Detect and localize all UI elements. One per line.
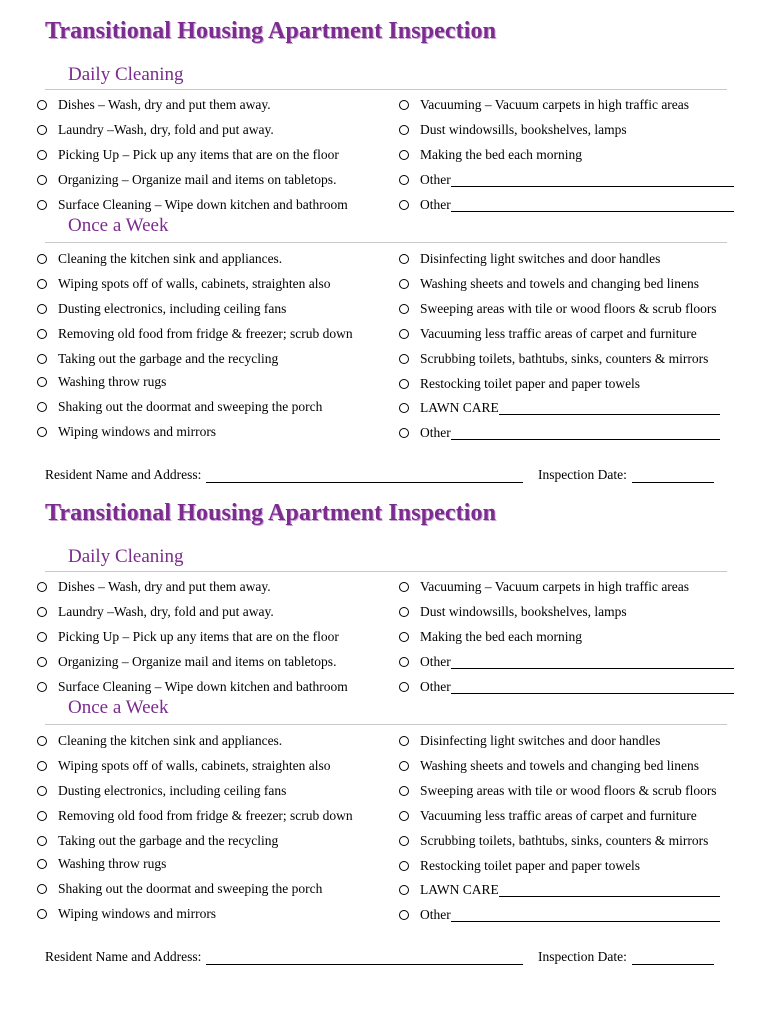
item-label: Restocking toilet paper and paper towels bbox=[420, 376, 641, 391]
item-label: Wiping spots off of walls, cabinets, straighten also bbox=[58, 758, 331, 773]
item-label: Taking out the garbage and the recycling bbox=[58, 833, 279, 848]
item-label: Shaking out the doormat and sweeping the porch bbox=[58, 399, 323, 414]
inspection-form bbox=[0, 0, 770, 482]
item-label: Dusting electronics, including ceiling fans bbox=[58, 783, 287, 798]
fill-in-line[interactable] bbox=[451, 680, 734, 694]
item-label: Other bbox=[420, 197, 451, 212]
divider bbox=[45, 89, 727, 90]
weekly-task-left[interactable] bbox=[37, 880, 322, 898]
circle-bullet-icon[interactable] bbox=[37, 254, 47, 264]
weekly-task-right[interactable] bbox=[399, 832, 708, 850]
circle-bullet-icon[interactable] bbox=[37, 125, 47, 135]
daily-task-left[interactable] bbox=[37, 196, 348, 214]
circle-bullet-icon[interactable] bbox=[399, 175, 409, 185]
item-label: Surface Cleaning – Wipe down kitchen and bathroom bbox=[58, 197, 348, 212]
circle-bullet-icon[interactable] bbox=[37, 736, 47, 746]
daily-task-left[interactable] bbox=[37, 653, 336, 671]
circle-bullet-icon[interactable] bbox=[37, 354, 47, 364]
item-label: Making the bed each morning bbox=[420, 629, 582, 644]
circle-bullet-icon[interactable] bbox=[37, 761, 47, 771]
circle-bullet-icon[interactable] bbox=[37, 786, 47, 796]
item-label: Removing old food from fridge & freezer; scrub down bbox=[58, 326, 353, 341]
item-label: Dusting electronics, including ceiling fans bbox=[58, 301, 287, 316]
weekly-task-left[interactable] bbox=[37, 855, 166, 873]
circle-bullet-icon[interactable] bbox=[399, 354, 409, 364]
divider bbox=[45, 571, 727, 572]
fill-in-line[interactable] bbox=[451, 426, 720, 440]
fill-in-line[interactable] bbox=[499, 883, 720, 897]
form-title: Transitional Housing Apartment Inspection bbox=[45, 500, 497, 526]
circle-bullet-icon[interactable] bbox=[37, 884, 47, 894]
circle-bullet-icon[interactable] bbox=[37, 909, 47, 919]
item-label: Other bbox=[420, 907, 451, 922]
form-title: Transitional Housing Apartment Inspection bbox=[45, 18, 497, 44]
daily-task-right[interactable] bbox=[399, 678, 734, 696]
weekly-task-left[interactable] bbox=[37, 373, 166, 391]
circle-bullet-icon[interactable] bbox=[37, 811, 47, 821]
item-label: Sweeping areas with tile or wood floors & scrub floors bbox=[420, 301, 717, 316]
circle-bullet-icon[interactable] bbox=[399, 403, 409, 413]
circle-bullet-icon[interactable] bbox=[399, 761, 409, 771]
fill-in-line[interactable] bbox=[451, 173, 734, 187]
daily-task-left[interactable] bbox=[37, 146, 339, 164]
item-label: Shaking out the doormat and sweeping the porch bbox=[58, 881, 323, 896]
weekly-task-left[interactable] bbox=[37, 807, 353, 825]
daily-task-left[interactable] bbox=[37, 678, 348, 696]
weekly-task-right[interactable] bbox=[399, 275, 699, 293]
item-label: Laundry –Wash, dry, fold and put away. bbox=[58, 604, 274, 619]
circle-bullet-icon[interactable] bbox=[37, 304, 47, 314]
daily-task-right[interactable] bbox=[399, 603, 627, 621]
item-label: Scrubbing toilets, bathtubs, sinks, counters & mirrors bbox=[420, 351, 709, 366]
item-label: Making the bed each morning bbox=[420, 147, 582, 162]
weekly-task-left[interactable] bbox=[37, 423, 216, 441]
circle-bullet-icon[interactable] bbox=[399, 150, 409, 160]
section-heading-daily: Daily Cleaning bbox=[68, 64, 184, 85]
section-heading-weekly: Once a Week bbox=[68, 697, 169, 718]
circle-bullet-icon[interactable] bbox=[37, 175, 47, 185]
weekly-task-right[interactable] bbox=[399, 375, 640, 393]
circle-bullet-icon[interactable] bbox=[399, 657, 409, 667]
daily-task-left[interactable] bbox=[37, 171, 336, 189]
weekly-task-right[interactable] bbox=[399, 350, 708, 368]
item-label: LAWN CARE bbox=[420, 882, 499, 897]
daily-task-left[interactable] bbox=[37, 578, 271, 596]
circle-bullet-icon[interactable] bbox=[399, 910, 409, 920]
weekly-task-left[interactable] bbox=[37, 350, 278, 368]
item-label: Wiping spots off of walls, cabinets, straighten also bbox=[58, 276, 331, 291]
item-label: Washing sheets and towels and changing bed linens bbox=[420, 758, 699, 773]
item-label: Picking Up – Pick up any items that are on the floor bbox=[58, 147, 339, 162]
weekly-task-left[interactable] bbox=[37, 250, 282, 268]
circle-bullet-icon[interactable] bbox=[37, 607, 47, 617]
item-label: Other bbox=[420, 172, 451, 187]
inspection-date-line[interactable] bbox=[632, 951, 714, 965]
circle-bullet-icon[interactable] bbox=[399, 736, 409, 746]
weekly-task-left[interactable] bbox=[37, 325, 353, 343]
weekly-task-left[interactable] bbox=[37, 782, 286, 800]
resident-name-address-field[interactable] bbox=[45, 949, 523, 965]
circle-bullet-icon[interactable] bbox=[37, 150, 47, 160]
resident-name-address-line[interactable] bbox=[206, 951, 523, 965]
weekly-task-left[interactable] bbox=[37, 905, 216, 923]
item-label: Removing old food from fridge & freezer; scrub down bbox=[58, 808, 353, 823]
daily-task-right[interactable] bbox=[399, 96, 689, 114]
circle-bullet-icon[interactable] bbox=[399, 304, 409, 314]
weekly-task-left[interactable] bbox=[37, 757, 331, 775]
inspection-date-field[interactable] bbox=[538, 949, 714, 965]
circle-bullet-icon[interactable] bbox=[37, 100, 47, 110]
item-label: Disinfecting light switches and door handles bbox=[420, 251, 661, 266]
item-label: Scrubbing toilets, bathtubs, sinks, counters & mirrors bbox=[420, 833, 709, 848]
fill-in-line[interactable] bbox=[451, 198, 734, 212]
daily-task-right[interactable] bbox=[399, 628, 582, 646]
weekly-task-right[interactable] bbox=[399, 250, 660, 268]
item-label: Vacuuming – Vacuum carpets in high traffic areas bbox=[420, 579, 690, 594]
fill-in-line[interactable] bbox=[451, 908, 720, 922]
daily-task-right[interactable] bbox=[399, 653, 734, 671]
circle-bullet-icon[interactable] bbox=[399, 428, 409, 438]
circle-bullet-icon[interactable] bbox=[37, 682, 47, 692]
inspection-date-field[interactable] bbox=[538, 467, 714, 483]
circle-bullet-icon[interactable] bbox=[37, 427, 47, 437]
circle-bullet-icon[interactable] bbox=[399, 885, 409, 895]
weekly-task-right[interactable] bbox=[399, 399, 720, 417]
item-label: Taking out the garbage and the recycling bbox=[58, 351, 279, 366]
inspection-form bbox=[0, 482, 770, 964]
weekly-task-right[interactable] bbox=[399, 881, 720, 899]
circle-bullet-icon[interactable] bbox=[37, 279, 47, 289]
daily-task-left[interactable] bbox=[37, 96, 271, 114]
circle-bullet-icon[interactable] bbox=[37, 402, 47, 412]
item-label: Wiping windows and mirrors bbox=[58, 424, 217, 439]
weekly-task-left[interactable] bbox=[37, 300, 286, 318]
circle-bullet-icon[interactable] bbox=[399, 125, 409, 135]
item-label: Washing throw rugs bbox=[58, 856, 167, 871]
divider bbox=[45, 724, 727, 725]
circle-bullet-icon[interactable] bbox=[399, 279, 409, 289]
weekly-task-left[interactable] bbox=[37, 732, 282, 750]
item-label: Vacuuming less traffic areas of carpet and furniture bbox=[420, 326, 697, 341]
weekly-task-right[interactable] bbox=[399, 906, 720, 924]
circle-bullet-icon[interactable] bbox=[399, 811, 409, 821]
daily-task-left[interactable] bbox=[37, 603, 274, 621]
weekly-task-right[interactable] bbox=[399, 757, 699, 775]
item-label: Washing sheets and towels and changing bed linens bbox=[420, 276, 699, 291]
inspection-date-label: Inspection Date: bbox=[538, 467, 627, 482]
item-label: Laundry –Wash, dry, fold and put away. bbox=[58, 122, 274, 137]
weekly-task-right[interactable] bbox=[399, 300, 717, 318]
circle-bullet-icon[interactable] bbox=[399, 200, 409, 210]
circle-bullet-icon[interactable] bbox=[37, 859, 47, 869]
circle-bullet-icon[interactable] bbox=[399, 861, 409, 871]
weekly-task-right[interactable] bbox=[399, 732, 660, 750]
item-label: Other bbox=[420, 425, 451, 440]
section-heading-weekly: Once a Week bbox=[68, 215, 169, 236]
resident-name-address-label: Resident Name and Address: bbox=[45, 949, 202, 964]
daily-task-right[interactable] bbox=[399, 121, 627, 139]
fill-in-line[interactable] bbox=[499, 401, 720, 415]
section-heading-daily: Daily Cleaning bbox=[68, 546, 184, 567]
weekly-task-right[interactable] bbox=[399, 424, 720, 442]
item-label: Disinfecting light switches and door handles bbox=[420, 733, 661, 748]
weekly-task-right[interactable] bbox=[399, 807, 697, 825]
inspection-date-label: Inspection Date: bbox=[538, 949, 627, 964]
resident-name-address-field[interactable] bbox=[45, 467, 523, 483]
weekly-task-right[interactable] bbox=[399, 325, 697, 343]
item-label: LAWN CARE bbox=[420, 400, 499, 415]
item-label: Dishes – Wash, dry and put them away. bbox=[58, 97, 271, 112]
item-label: Vacuuming – Vacuum carpets in high traffic areas bbox=[420, 97, 690, 112]
circle-bullet-icon[interactable] bbox=[37, 657, 47, 667]
item-label: Sweeping areas with tile or wood floors & scrub floors bbox=[420, 783, 717, 798]
circle-bullet-icon[interactable] bbox=[399, 100, 409, 110]
daily-task-left[interactable] bbox=[37, 628, 339, 646]
daily-task-right[interactable] bbox=[399, 578, 689, 596]
circle-bullet-icon[interactable] bbox=[37, 582, 47, 592]
item-label: Organizing – Organize mail and items on tabletops. bbox=[58, 172, 337, 187]
item-label: Restocking toilet paper and paper towels bbox=[420, 858, 641, 873]
weekly-task-left[interactable] bbox=[37, 832, 278, 850]
item-label: Dust windowsills, bookshelves, lamps bbox=[420, 122, 627, 137]
circle-bullet-icon[interactable] bbox=[37, 329, 47, 339]
daily-task-right[interactable] bbox=[399, 196, 734, 214]
circle-bullet-icon[interactable] bbox=[399, 582, 409, 592]
circle-bullet-icon[interactable] bbox=[37, 200, 47, 210]
circle-bullet-icon[interactable] bbox=[399, 632, 409, 642]
item-label: Other bbox=[420, 679, 451, 694]
item-label: Organizing – Organize mail and items on tabletops. bbox=[58, 654, 337, 669]
circle-bullet-icon[interactable] bbox=[399, 379, 409, 389]
weekly-task-right[interactable] bbox=[399, 857, 640, 875]
item-label: Cleaning the kitchen sink and appliances. bbox=[58, 251, 283, 266]
resident-name-address-label: Resident Name and Address: bbox=[45, 467, 202, 482]
item-label: Other bbox=[420, 654, 451, 669]
divider bbox=[45, 242, 727, 243]
daily-task-right[interactable] bbox=[399, 146, 582, 164]
item-label: Dishes – Wash, dry and put them away. bbox=[58, 579, 271, 594]
item-label: Washing throw rugs bbox=[58, 374, 167, 389]
item-label: Picking Up – Pick up any items that are on the floor bbox=[58, 629, 339, 644]
circle-bullet-icon[interactable] bbox=[399, 329, 409, 339]
resident-name-address-line[interactable] bbox=[206, 469, 523, 483]
circle-bullet-icon[interactable] bbox=[399, 786, 409, 796]
circle-bullet-icon[interactable] bbox=[399, 607, 409, 617]
inspection-date-line[interactable] bbox=[632, 469, 714, 483]
circle-bullet-icon[interactable] bbox=[399, 682, 409, 692]
fill-in-line[interactable] bbox=[451, 655, 734, 669]
weekly-task-left[interactable] bbox=[37, 275, 331, 293]
weekly-task-right[interactable] bbox=[399, 782, 717, 800]
daily-task-right[interactable] bbox=[399, 171, 734, 189]
circle-bullet-icon[interactable] bbox=[399, 836, 409, 846]
daily-task-left[interactable] bbox=[37, 121, 274, 139]
item-label: Vacuuming less traffic areas of carpet and furniture bbox=[420, 808, 697, 823]
circle-bullet-icon[interactable] bbox=[37, 836, 47, 846]
circle-bullet-icon[interactable] bbox=[37, 377, 47, 387]
circle-bullet-icon[interactable] bbox=[399, 254, 409, 264]
weekly-task-left[interactable] bbox=[37, 398, 322, 416]
item-label: Wiping windows and mirrors bbox=[58, 906, 217, 921]
item-label: Cleaning the kitchen sink and appliances. bbox=[58, 733, 283, 748]
item-label: Dust windowsills, bookshelves, lamps bbox=[420, 604, 627, 619]
circle-bullet-icon[interactable] bbox=[37, 632, 47, 642]
item-label: Surface Cleaning – Wipe down kitchen and bathroom bbox=[58, 679, 348, 694]
